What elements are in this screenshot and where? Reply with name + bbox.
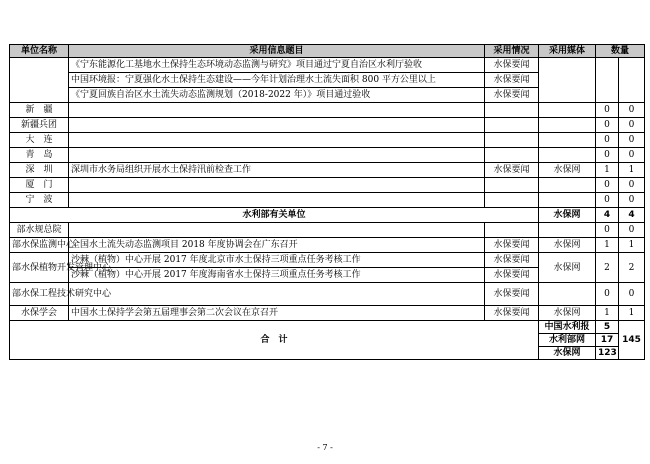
unit-cell: 新疆兵团 xyxy=(10,118,69,133)
status-cell: 水保要闻 xyxy=(485,73,539,88)
count-cell: 0 xyxy=(619,148,645,163)
unit-cell: 部水保工程技术研究中心 xyxy=(10,283,69,306)
count-cell: 1 xyxy=(596,163,619,178)
table-row xyxy=(10,118,645,133)
report-table xyxy=(9,44,645,360)
header-row xyxy=(10,45,645,58)
title-cell xyxy=(69,148,485,163)
media-cell xyxy=(539,148,596,163)
count-cell: 0 xyxy=(596,103,619,118)
status-cell xyxy=(485,118,539,133)
status-cell xyxy=(485,223,539,238)
unit-cell: 厦 门 xyxy=(10,178,69,193)
total-sum: 145 xyxy=(619,321,645,360)
count-cell: 0 xyxy=(596,223,619,238)
table-row xyxy=(10,193,645,208)
status-cell xyxy=(485,193,539,208)
total-media: 水利部网 xyxy=(539,334,596,347)
title-cell: 深圳市水务局组织开展水土保持汛前检查工作 xyxy=(69,163,485,178)
count-cell: 0 xyxy=(596,193,619,208)
unit-cell: 大 连 xyxy=(10,133,69,148)
status-cell xyxy=(485,178,539,193)
count-cell: 0 xyxy=(619,118,645,133)
status-cell: 水保要闻 xyxy=(485,163,539,178)
status-cell: 水保要闻 xyxy=(485,283,539,306)
unit-cell: 深 圳 xyxy=(10,163,69,178)
count-cell: 0 xyxy=(619,103,645,118)
media-cell xyxy=(539,118,596,133)
count-cell: 0 xyxy=(619,223,645,238)
media-cell xyxy=(539,178,596,193)
media-cell: 水保网 xyxy=(539,253,596,283)
table-row xyxy=(10,223,645,238)
title-cell xyxy=(69,103,485,118)
count-cell: 0 xyxy=(596,133,619,148)
count-cell: 0 xyxy=(619,193,645,208)
count-cell: 0 xyxy=(596,148,619,163)
unit-cell xyxy=(10,58,69,103)
media-cell xyxy=(539,283,596,306)
table-row xyxy=(10,163,645,178)
unit-cell: 部水规总院 xyxy=(10,223,69,238)
page-number: - 7 - xyxy=(317,443,333,452)
count-cell: 1 xyxy=(619,238,645,253)
section-row xyxy=(10,208,645,223)
count-cell: 1 xyxy=(596,306,619,321)
title-cell xyxy=(69,283,485,306)
count-cell: 1 xyxy=(619,306,645,321)
count-cell: 2 xyxy=(619,253,645,283)
table-row xyxy=(10,148,645,163)
media-cell xyxy=(539,193,596,208)
media-cell: 水保网 xyxy=(539,208,596,223)
title-cell: 《宁东能源化工基地水土保持生态环境动态监测与研究》项目通过宁夏自治区水利厅验收 xyxy=(69,58,485,73)
unit-cell: 部水保植物开发管理中心 xyxy=(10,253,69,283)
table-row xyxy=(10,178,645,193)
title-cell: 全国水土流失动态监测项目 2018 年度协调会在广东召开 xyxy=(69,238,485,253)
header-count: 数量 xyxy=(596,45,645,58)
table-row xyxy=(10,238,645,253)
total-media: 中国水利报 xyxy=(539,321,596,334)
title-cell: 中国环境报：宁夏强化水土保持生态建设——今年计划治理水土流失面积 800 平方公里以上 xyxy=(69,73,485,88)
count-cell: 0 xyxy=(619,178,645,193)
title-cell: 沙棘（植物）中心开展 2017 年度北京市水土保持三项重点任务考核工作 xyxy=(69,253,485,268)
media-cell xyxy=(539,58,596,103)
count-cell: 0 xyxy=(596,178,619,193)
table-row xyxy=(10,58,645,73)
status-cell xyxy=(485,148,539,163)
count-cell: 0 xyxy=(619,283,645,306)
total-media: 水保网 xyxy=(539,347,596,360)
status-cell: 水保要闻 xyxy=(485,58,539,73)
media-cell xyxy=(539,133,596,148)
unit-cell: 水保学会 xyxy=(10,306,69,321)
media-cell xyxy=(539,103,596,118)
table-row xyxy=(10,133,645,148)
total-value: 5 xyxy=(596,321,619,334)
header-title: 采用信息题目 xyxy=(69,45,485,58)
count-cell: 0 xyxy=(596,118,619,133)
table-row xyxy=(10,103,645,118)
title-cell: 沙棘（植物）中心开展 2017 年度海南省水土保持三项重点任务考核工作 xyxy=(69,268,485,283)
count-cell xyxy=(596,58,619,103)
count-cell: 0 xyxy=(619,133,645,148)
header-unit: 单位名称 xyxy=(10,45,69,58)
title-cell: 中国水土保持学会第五届理事会第二次会议在京召开 xyxy=(69,306,485,321)
status-cell: 水保要闻 xyxy=(485,238,539,253)
table-row xyxy=(10,306,645,321)
media-cell: 水保网 xyxy=(539,163,596,178)
unit-cell: 部水保监测中心 xyxy=(10,238,69,253)
table-row xyxy=(10,283,645,306)
title-cell xyxy=(69,178,485,193)
total-label: 合 计 xyxy=(10,321,539,360)
media-cell xyxy=(539,223,596,238)
count-cell: 4 xyxy=(596,208,619,223)
count-cell: 0 xyxy=(596,283,619,306)
count-cell: 1 xyxy=(619,163,645,178)
status-cell: 水保要闻 xyxy=(485,88,539,103)
count-cell: 2 xyxy=(596,253,619,283)
unit-cell: 新 疆 xyxy=(10,103,69,118)
header-media: 采用媒体 xyxy=(539,45,596,58)
title-cell xyxy=(69,118,485,133)
total-value: 123 xyxy=(596,347,619,360)
section-title: 水利部有关单位 xyxy=(10,208,539,223)
media-cell: 水保网 xyxy=(539,238,596,253)
title-cell xyxy=(69,223,485,238)
total-row xyxy=(10,321,645,334)
media-cell: 水保网 xyxy=(539,306,596,321)
table-row xyxy=(10,253,645,268)
total-value: 17 xyxy=(596,334,619,347)
status-cell: 水保要闻 xyxy=(485,253,539,268)
title-cell: 《宁夏回族自治区水土流失动态监测规划（2018-2022 年）》项目通过验收 xyxy=(69,88,485,103)
status-cell xyxy=(485,133,539,148)
status-cell: 水保要闻 xyxy=(485,268,539,283)
count-cell xyxy=(619,58,645,103)
header-status: 采用情况 xyxy=(485,45,539,58)
count-cell: 4 xyxy=(619,208,645,223)
status-cell: 水保要闻 xyxy=(485,306,539,321)
count-cell: 1 xyxy=(596,238,619,253)
title-cell xyxy=(69,133,485,148)
unit-cell: 宁 波 xyxy=(10,193,69,208)
status-cell xyxy=(485,103,539,118)
unit-cell: 青 岛 xyxy=(10,148,69,163)
title-cell xyxy=(69,193,485,208)
